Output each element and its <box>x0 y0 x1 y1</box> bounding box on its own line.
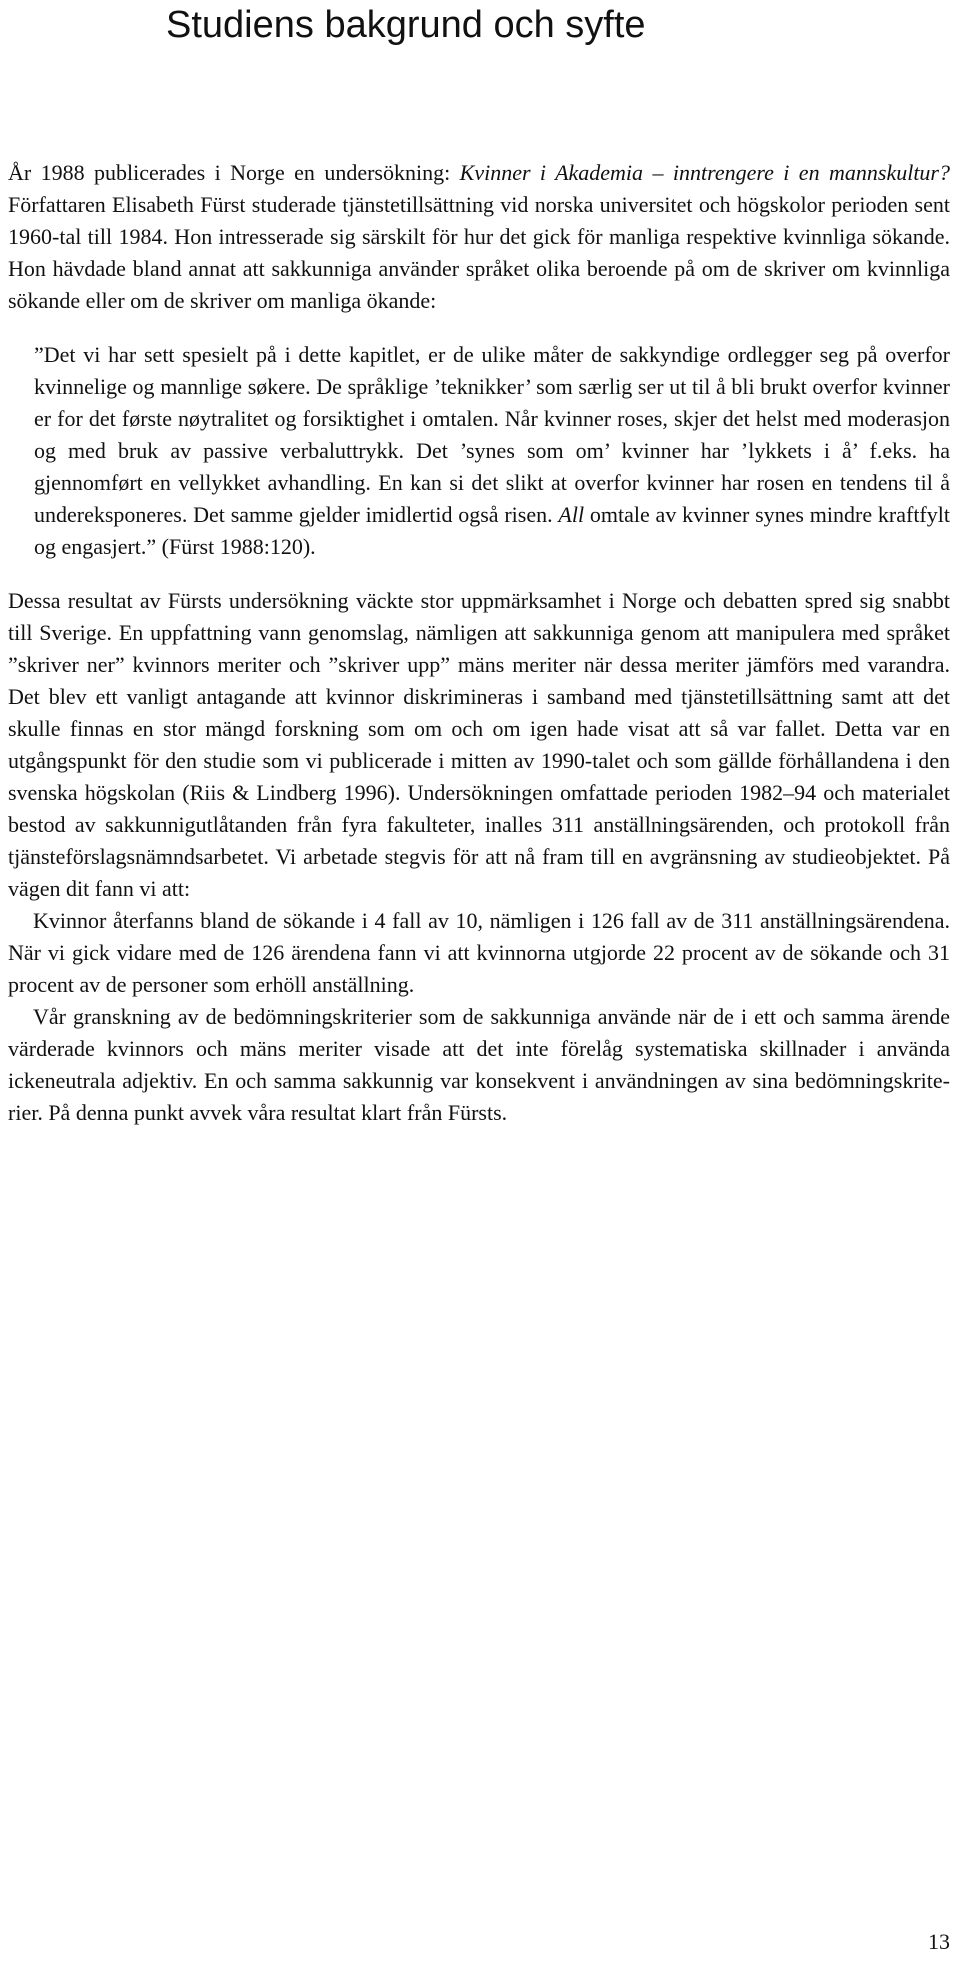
assessment-paragraph: Vår granskning av de bedömningskriterier som de sakkunniga använde när de i ett och samma ärende värderade kvinnors och mäns meriter visade att det inte förelåg systematiska skillnader i använda ickeneutrala adjektiv. En och samma sakkunnig var konsekvent i användningen av sina bedömningskriterier. På denna punkt avvek våra resultat klart från Fürsts. <box>8 1004 950 1125</box>
page-title: Studiens bakgrund och syfte <box>166 4 646 46</box>
intro-text-start: År 1988 publicerades i Norge en undersökning: <box>8 160 460 185</box>
page-number: 13 <box>928 1929 950 1954</box>
intro-paragraph <box>8 157 950 317</box>
quotation-block <box>34 339 950 563</box>
findings-paragraph: Kvinnor återfanns bland de sökande i 4 fall av 10, nämligen i 126 fall av de 311 anställningsärendena. När vi gick vidare med de 126 ärendena fann vi att kvinnorna utgjorde 22 procent av de sökande och 31 procent av de personer som erhöll anställning. <box>8 908 950 997</box>
intro-text-end: Författaren Elisabeth Fürst studerade tjänstetillsättning vid norska universitet och högskolor perioden sent 1960-tal till 1984. Hon intresserade sig särskilt för hur det gick för manliga respektive kvinnliga sökande. Hon hävdade bland annat att sakkunniga använder språket olika beroende på om de skriver om kvinnliga sökande eller om de skriver om manliga ökande: <box>8 192 950 313</box>
results-paragraph: Dessa resultat av Fürsts undersökning väckte stor uppmärksamhet i Norge och debatten spred sig snabbt till Sverige. En uppfattning vann genomslag, nämligen att sakkunniga genom att manipulera med språket ”skriver ner” kvinnors meriter och ”skriver upp” mäns meriter när dessa meriter jämförs med varandra. Det blev ett vanligt antagande att kvinnor diskrimineras i samband med tjänstetillsättning samt att det skulle finnas en stor mängd forskning som om och om igen hade visat att så var fallet. Detta var en utgångspunkt för den studie som vi publicerade i mitten av 1990-talet och som gällde förhållandena i den svenska högskolan (Riis & Lindberg 1996). Undersökningen omfattade perioden 1982–94 och materialet bestod av sakkunnigutlåtanden från fyra fakulteter, inalles 311 anställningsärenden, och protokoll från tjänsteförslagsnämndsarbetet. Vi arbetade stegvis för att nå fram till en avgränsning av studieobjektet. På vägen dit fann vi att: <box>8 588 950 901</box>
body-text <box>8 157 950 1129</box>
quotation-text-start: ”Det vi har sett spesielt på i dette kapitlet, er de ulike måter de sakkyndige ordlegger seg på overfor kvinnelige og mannlige søkere. De språklige ’teknikker’ som særlig ser ut til å bli brukt overfor kvinner er for det første nøytralitet og forsiktighet i omtalen. Når kvinner roses, skjer det helst med moderasjon og med bruk av passive verbaluttrykk. Det ’synes som om’ kvinner har ’lykkets i å’ f.eks. ha gjennomført en vellykket avhandling. En kan si det slikt at overfor kvinner har rosen en tendens til å undereksponeres. Det samme gjelder imidlertid også risen. <box>34 342 950 527</box>
quotation-text-end: omtale av kvinner synes mindre kraftfylt og engasjert.” (Fürst 1988:120). <box>34 502 950 559</box>
quotation-emphasis: All <box>558 502 585 527</box>
study-title: Kvinner i Akademia – inntrengere i en mannskultur? <box>459 160 950 185</box>
